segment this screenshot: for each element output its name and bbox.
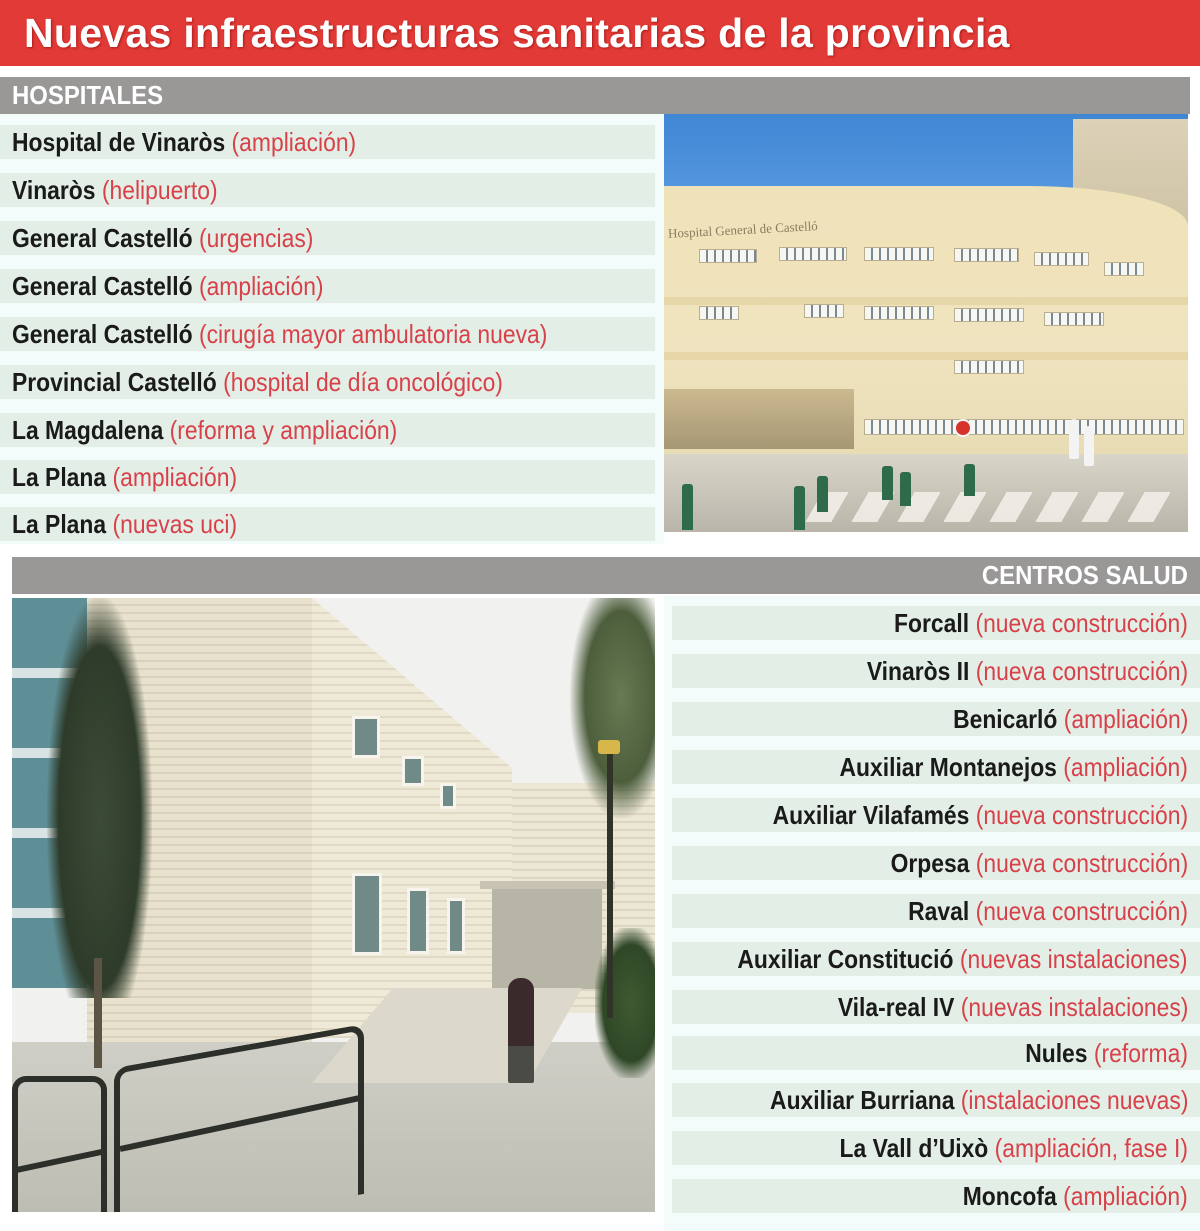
centros-section-header (12, 557, 1200, 594)
centro-name: Auxiliar Vilafamés (772, 800, 970, 830)
hospital-note: (ampliación) (231, 127, 357, 157)
list-item (0, 413, 655, 447)
list-item (0, 507, 655, 541)
photo-entrance (664, 389, 854, 449)
photo-window (447, 898, 465, 954)
centro-name: Auxiliar Burriana (769, 1085, 954, 1115)
list-item (672, 894, 1200, 928)
list-item (672, 702, 1200, 736)
centro-note: (nueva construcción) (975, 848, 1188, 878)
photo-window (954, 308, 1024, 322)
hospitales-section-header (0, 77, 1190, 114)
list-item (0, 317, 655, 351)
centro-note: (nuevas instalaciones) (960, 944, 1188, 974)
photo-window (407, 888, 429, 954)
centro-name: Auxiliar Constitució (737, 944, 954, 974)
photo-person (1069, 419, 1079, 459)
hospital-name: La Plana (12, 509, 107, 539)
centro-note: (ampliación) (1063, 704, 1188, 734)
hospital-sign: Hospital General de Castelló (667, 218, 819, 241)
list-item (672, 942, 1200, 976)
photo-person (508, 978, 534, 1083)
photo-window (402, 756, 424, 786)
centro-note: (ampliación, fase I) (994, 1133, 1188, 1163)
hospital-name: Provincial Castelló (12, 367, 217, 397)
list-item (672, 846, 1200, 880)
photo-person (1084, 426, 1094, 466)
centro-note: (nueva construcción) (975, 896, 1188, 926)
centro-name: Forcall (894, 608, 970, 638)
centro-note: (nueva construcción) (975, 656, 1188, 686)
centro-name: La Vall d’Uixò (839, 1133, 989, 1163)
photo-window (804, 304, 844, 318)
hospital-name: General Castelló (12, 223, 193, 253)
list-item (0, 173, 655, 207)
photo-bollard (900, 472, 911, 506)
hospital-name: La Plana (12, 462, 107, 492)
centro-note: (nueva construcción) (975, 800, 1188, 830)
list-item (672, 1083, 1200, 1117)
photo-bollard (682, 484, 693, 530)
list-item (0, 125, 655, 159)
hospital-note: (hospital de día oncológico) (223, 367, 503, 397)
list-item (672, 798, 1200, 832)
photo-bollard (964, 464, 975, 496)
photo-window (864, 419, 1184, 435)
page-title: Nuevas infraestructuras sanitarias de la provincia (24, 10, 1010, 56)
list-item (0, 269, 655, 303)
list-item (672, 1036, 1200, 1070)
photo-window (864, 247, 934, 261)
centro-note: (instalaciones nuevas) (960, 1085, 1188, 1115)
centro-note: (nueva construcción) (975, 608, 1188, 638)
photo-entrance-canopy (480, 881, 615, 889)
hospital-name: La Magdalena (12, 415, 164, 445)
title-bar (0, 0, 1200, 66)
photo-band (664, 352, 1188, 360)
photo-tree-trunk (94, 958, 102, 1068)
hospitales-heading: HOSPITALES (12, 80, 164, 110)
centro-note: (reforma) (1093, 1038, 1188, 1068)
centro-name: Auxiliar Montanejos (839, 752, 1058, 782)
hospital-note: (ampliación) (198, 271, 324, 301)
list-item (0, 221, 655, 255)
photo-window (699, 249, 757, 263)
hospital-note: (ampliación) (112, 462, 238, 492)
centro-name: Nules (1025, 1038, 1088, 1068)
hospital-note: (helipuerto) (101, 175, 218, 205)
photo-window (352, 873, 382, 955)
no-entry-sign (954, 419, 972, 437)
hospital-name: Vinaròs (12, 175, 96, 205)
health-center-photo (12, 598, 655, 1212)
photo-window (954, 248, 1019, 262)
photo-bollard (882, 466, 893, 500)
centro-note: (ampliación) (1063, 1181, 1188, 1211)
centro-name: Orpesa (890, 848, 970, 878)
photo-band (664, 297, 1188, 305)
hospital-name: General Castelló (12, 319, 193, 349)
list-item (672, 1131, 1200, 1165)
photo-railing (12, 1076, 107, 1212)
photo-window (352, 716, 380, 758)
photo-bollard (794, 486, 805, 530)
hospital-note: (urgencias) (198, 223, 314, 253)
centro-note: (ampliación) (1063, 752, 1188, 782)
photo-bush (595, 928, 655, 1078)
photo-street-lamp (607, 748, 613, 1018)
hospital-photo (664, 114, 1188, 532)
centros-heading: CENTROS SALUD (982, 560, 1188, 590)
photo-lamp-head (598, 740, 620, 754)
hospital-name: Hospital de Vinaròs (12, 127, 226, 157)
hospital-name: General Castelló (12, 271, 193, 301)
list-item (672, 606, 1200, 640)
photo-crosswalk (805, 492, 1182, 522)
centro-name: Vinaròs II (866, 656, 970, 686)
hospital-note: (reforma y ampliación) (169, 415, 398, 445)
centro-name: Benicarló (952, 704, 1058, 734)
list-item (672, 750, 1200, 784)
photo-window (779, 247, 847, 261)
photo-window (864, 306, 934, 320)
photo-entrance (492, 889, 602, 989)
list-item (0, 460, 655, 494)
list-item (672, 1179, 1200, 1213)
photo-window (699, 306, 739, 320)
centro-note: (nuevas instalaciones) (960, 992, 1188, 1022)
list-item (672, 990, 1200, 1024)
centro-name: Moncofa (962, 1181, 1058, 1211)
photo-window (1104, 262, 1144, 276)
centro-name: Raval (908, 896, 970, 926)
hospital-note: (nuevas uci) (112, 509, 238, 539)
list-item (672, 654, 1200, 688)
hospital-note: (cirugía mayor ambulatoria nueva) (198, 319, 548, 349)
centro-name: Vila-real IV (837, 992, 954, 1022)
photo-cypress-tree (47, 598, 152, 998)
photo-window (954, 360, 1024, 374)
list-item (0, 365, 655, 399)
photo-window (440, 783, 456, 809)
photo-window (1044, 312, 1104, 326)
photo-bollard (817, 476, 828, 512)
photo-window (1034, 252, 1089, 266)
